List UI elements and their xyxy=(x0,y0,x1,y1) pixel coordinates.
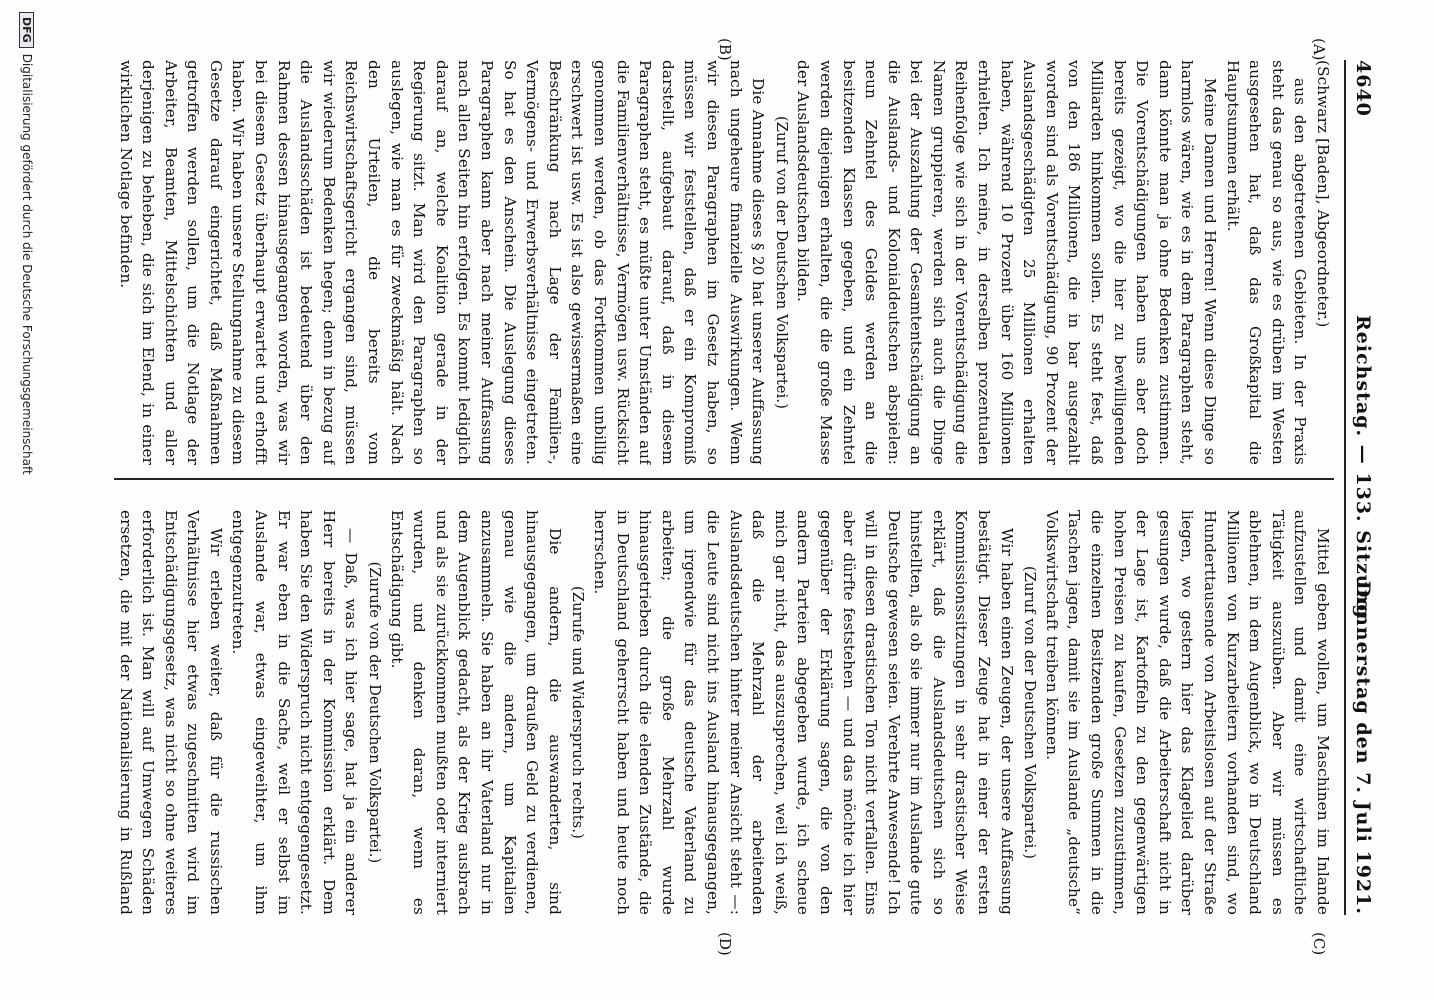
text-column-right xyxy=(114,510,1334,915)
interjection: (Zuruf von der Deutschen Volkspartei.) xyxy=(772,116,789,409)
margin-mark-c: (C) xyxy=(1310,932,1328,956)
interjection: (Zurufe von der Deutschen Volkspartei.) xyxy=(366,561,383,864)
credit-text: Digitalisierung gefördert durch die Deutsche Forschungsgemeinschaft xyxy=(20,53,34,475)
page-header xyxy=(1344,60,1376,915)
column-divider xyxy=(114,478,1334,480)
paragraph: Mittel geben wollen, um Maschinen im Inlande aufzustellen und damit eine wirtschaftliche Tätigkeit auszuüben. Aber wir müssen es ablehnen, in dem Augenblick, wo in Deutschland Millionen von Kurzarbeitern vorhanden sind, wo Hunderttausende von Arbeitslosen auf der Straße liegen, wo gestern hier das Klagelied darüber gesungen wurde, daß die Arbeiterschaft nicht in der Lage ist, Kartoffeln zu den gegenwärtigen hohen Preisen zu kaufen, Gesetzen zuzustimmen, die einzelnen Besitzenden große Summen in die Taschen jagen, damit sie im Auslande „deutsche“ Volkswirtschaft treiben können. xyxy=(1042,510,1332,915)
margin-mark-d: (D) xyxy=(716,932,734,956)
paragraph: Meine Damen und Herren! Wenn diese Dinge so harmlos wären, wie es in dem Paragraphen steht, dann könnte man ja ohne Bedenken zustimmen. Die Vorentschädigungen haben uns aber doch bereits gezeigt, wo die hier zu bewilligenden Milliarden hinkommen sollen. Es steht fest, daß von den 186 Millionen, die in bar ausgezahlt worden sind als Vorentschädigung, 90 Prozent der Auslandsgeschädigten 25 Millionen erhalten haben, während 10 Prozent über 160 Millionen erhielten. Ich meine, in derselben prozentualen Reihenfolge wie sich in der Vorentschädigung die Namen gruppieren, werden sich auch die Dinge bei der Auszahlung der Gesamtentschädigung an die Auslands- und Kolonialdeutschen abspielen: neun Zehntel des Geldes werden an die besitzenden Klassen gegeben, und ein Zehntel werden diejenigen erhalten, die die große Masse der Auslandsdeutschen bilden. xyxy=(794,60,1220,465)
paragraph: Wir haben einen Zeugen, der unsere Auffassung bestätigt. Dieser Zeuge hat in einer der ersten Kommissionssitzungen in sehr drastischer Weise erklärt, daß die Auslandsdeutschen sich so hinstellten, als ob sie immer nur im Auslande gute Deutsche gewesen seien. Verehrte Anwesende! Ich will in diesen drastischen Ton nicht verfallen. Eins aber dürfte feststehen — und das möchte ich hier gegenüber der Erklärung sagen, die von den andern Parteien abgegeben wurde, ich scheue mich gar nicht, das auszusprechen, weil ich weiß, daß die Mehrzahl der arbeitenden Auslandsdeutschen hinter meiner Ansicht steht —: die Leute sind nicht ins Ausland hinausgegangen, um irgendwie für das deutsche Vaterland zu arbeiten; die große Mehrzahl wurde hinausgetrieben durch die elenden Zustände, die in Deutschland geherrscht haben und heute noch herrschen. xyxy=(591,510,1016,915)
header-title: Reichstag. — 133. Sitzung. xyxy=(1352,315,1374,627)
paragraph: — Daß, was ich hier sage, hat ja ein anderer Herr bereits in der Kommission erklärt. Dem haben Sie den Widerspruch nicht entgegengesetzt. Er war eben in die Sache, weil er selbst im Auslande war, etwas eingeweihter, um ihm entgegenzutreten. xyxy=(229,510,361,915)
margin-mark-a: (A) xyxy=(1310,38,1328,61)
text-column-left xyxy=(114,60,1334,465)
page-number: 4640 xyxy=(1352,60,1374,117)
header-date: Donnerstag den 7. Juli 1921. xyxy=(1352,580,1374,915)
paragraph: Die andern, die auswanderten, sind hinausgegangen, um draußen Geld zu verdienen, genau wie die andern, um Kapitalien anzusammeln. Sie haben an ihr Vaterland nur in dem Augenblick gedacht, als der Krieg ausbrach und als sie zurückkommen mußten oder interniert wurden, und denken daran, wenn es Entschädigung gibt. xyxy=(387,510,564,915)
interjection: (Zuruf von der Deutschen Volkspartei.) xyxy=(1021,566,1038,859)
interjection: (Zurufe und Widerspruch rechts.) xyxy=(569,586,586,839)
dfg-logo: DFG xyxy=(19,12,34,48)
margin-mark-b: (B) xyxy=(716,38,734,61)
digitization-credit xyxy=(8,0,34,1000)
speaker-line: (Schwarz [Baden], Abgeordneter.) xyxy=(1314,60,1332,328)
paragraph: aus den abgetretenen Gebieten. In der Praxis steht das genau so aus, wie es drüben im Westen ausgesehen hat, daß das Großkapital die Hauptsummen erhält. xyxy=(1223,60,1310,465)
paragraph: Wir erleben weiter, daß für die russischen Verhältnisse hier etwas zugeschnitten wird im Entschädigungsgesetz, was nicht so ohne weiteres erforderlich ist. Man will auf Umwegen Schäden ersetzen, die mit der Nationalisierung in Rußland xyxy=(116,510,225,915)
paragraph: Die Annahme dieses § 20 hat unserer Auffassung nach ungeheure finanzielle Auswirkungen. Wenn wir diesen Paragraphen im Gesetz haben, so müssen wir feststellen, daß er ein Kompromiß darstellt, aufgebaut darauf, daß in diesem Paragraphen steht, es müßte unter Umständen auf die Familienverhältnisse, Vermögen usw. Rücksicht genommen werden, ob das Fortkommen unbillig erschwert ist usw. Es ist also gewissermaßen eine Beschränkung nach Lage der Familien-, Vermögens- und Erwerbsverhältnisse eingetreten. So hat es den Anschein. Die Auslegung dieses Paragraphen kann aber nach meiner Auffassung nach allen Seiten hin erfolgen. Es kommt lediglich darauf an, welche Koalition gerade in der Regierung sitzt. Man wird den Paragraphen so auslegen, wie man es für zweckmäßig hält. Nach den Urteilen, die bereits vom Reichswirtschaftsgericht ergangen sind, müssen wir wiederum Bedenken hegen; denn in bezug auf die Auslandsschäden ist bedeutend über den Rahmen dessen hinausgegangen worden, was wir bei diesem Gesetz überhaupt erwartet und erhofft haben. Wir haben unsere Stellungnahme zu diesem Gesetze darauf eingerichtet, daß Maßnahmen getroffen werden sollen, um die Notlage der Arbeiter, Beamten, Mittelschichten und aller derjenigen zu beheben, die sich im Elend, in einer wirklichen Notlage befinden. xyxy=(116,60,768,465)
